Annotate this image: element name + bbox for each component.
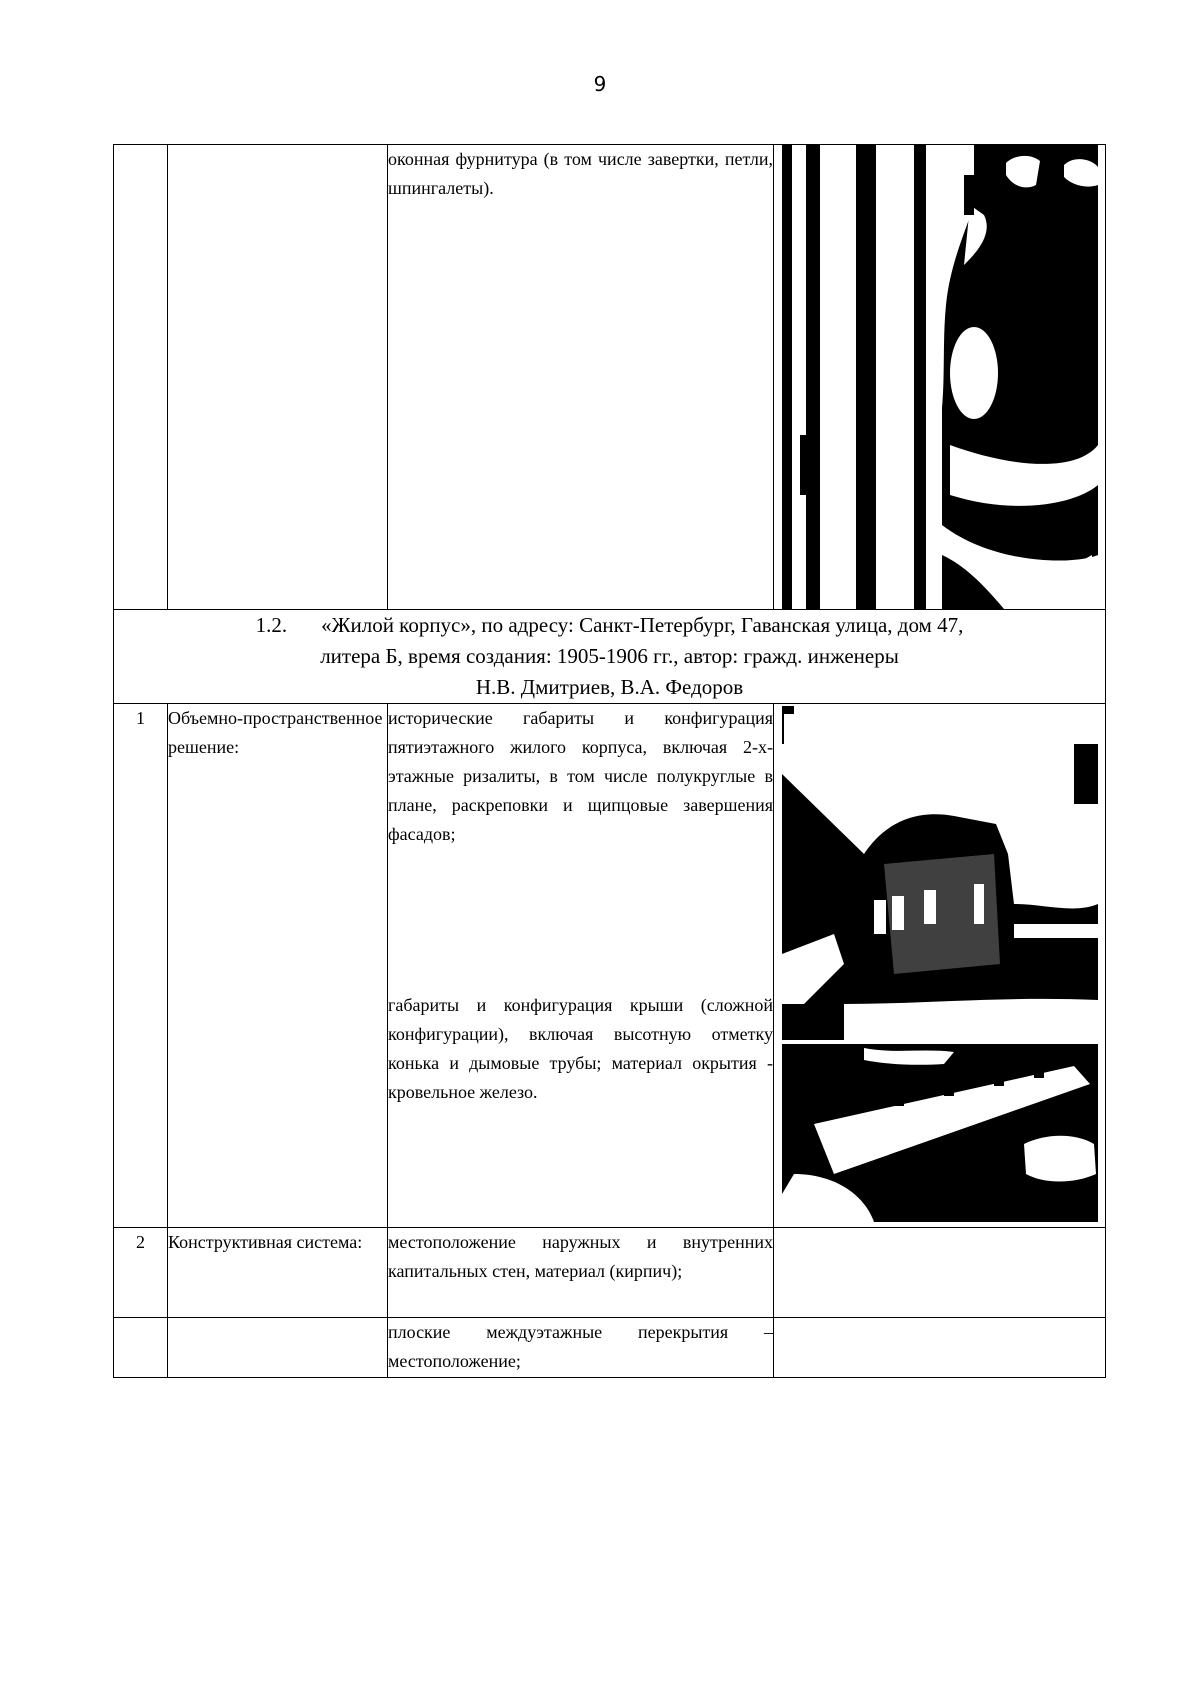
photo-cell (774, 145, 1106, 610)
table-row-structural-system (114, 1228, 1106, 1318)
section-heading (114, 610, 1106, 704)
row-name-cell (168, 145, 388, 610)
row-name-cell: Объемно-пространственное решение: (168, 704, 388, 1228)
description-walls-text: местоположение наружных и внутренних капитальных стен, материал (кирпич); (388, 1232, 773, 1281)
row-name-cell: Конструктивная система: (168, 1228, 388, 1318)
row-description-cell (388, 1318, 774, 1378)
description-roof-text: габариты и конфигурация крыши (сложной конфигурации), включая высотную отметку конька и дымовые трубы; материал окрытия - кровельное железо. (388, 995, 773, 1102)
section-title-line1: «Жилой корпус», по адресу: Санкт-Петербург, Гаванская улица, дом 47, (321, 613, 964, 637)
row-description-cell (388, 704, 774, 1228)
photo-cell (774, 704, 1106, 1228)
table-row-volume-spatial (114, 704, 1106, 1228)
row-description-cell (388, 1228, 774, 1318)
description-slabs-text: плоские междуэтажные перекрытия – местоположение; (388, 1322, 773, 1371)
photo-cell-empty (774, 1318, 1106, 1378)
section-title-line3: Н.В. Дмитриев, В.А. Федоров (475, 675, 744, 699)
window-fittings-photo (774, 145, 1106, 609)
photo-cell-empty (774, 1228, 1106, 1318)
row-description-cell (388, 145, 774, 610)
section-heading-row (114, 610, 1106, 704)
description-facades-text: исторические габариты и конфигурация пятиэтажного жилого корпуса, включая 2-х-этажные ризалиты, в том числе полукруглые в плане, раскреповки и щипцовые завершения фасадов; (388, 708, 773, 844)
row-name-cell (168, 1318, 388, 1378)
building-facade-photo (774, 704, 1106, 1224)
table-row-floor-slabs (114, 1318, 1106, 1378)
row-number-cell (114, 1318, 168, 1378)
section-number: 1.2. (255, 613, 288, 637)
table-row-window-fittings (114, 145, 1106, 610)
section-title-line2: литера Б, время создания: 1905-1906 гг., автор: гражд. инженеры (320, 644, 899, 668)
protected-elements-table (113, 144, 1106, 1378)
row-number-cell (114, 145, 168, 610)
row-number-cell: 1 (114, 704, 168, 1228)
description-text: оконная фурнитура (в том числе завертки, петли, шпингалеты). (388, 149, 773, 198)
row-number-cell: 2 (114, 1228, 168, 1318)
page-number: 9 (593, 72, 607, 96)
